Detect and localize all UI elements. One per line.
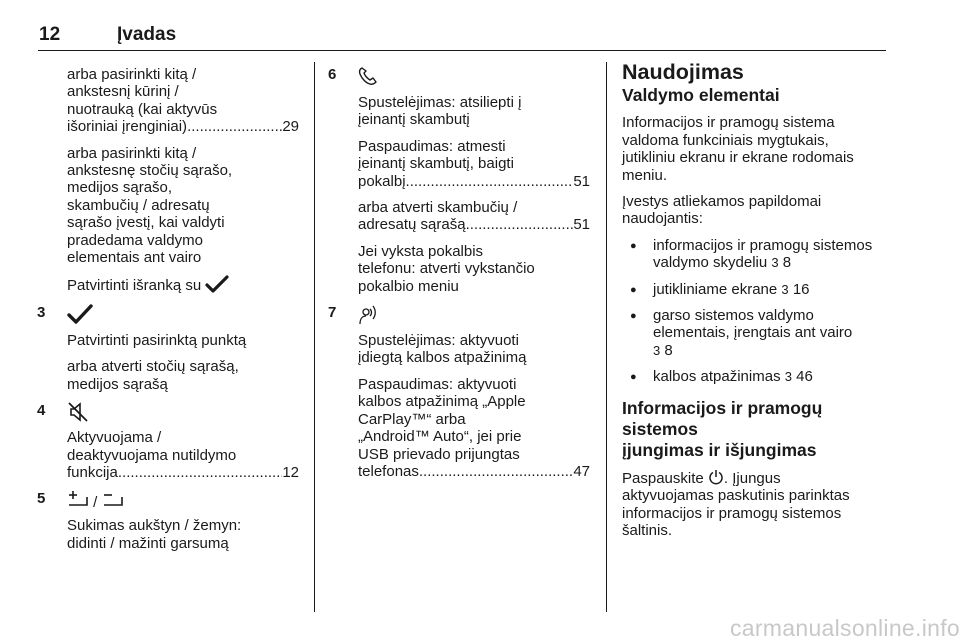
page-number: 12 [39, 24, 61, 45]
column-1 [37, 66, 299, 561]
section-heading: Naudojimas [622, 60, 744, 84]
page-ref[interactable]: 46 [796, 368, 813, 386]
page-ref[interactable]: 16 [792, 280, 810, 298]
checkmark-icon [67, 304, 93, 324]
voice-recognition-icon [358, 304, 378, 326]
paragraph: Patvirtinti išranką su [37, 275, 299, 294]
subsection-heading: Valdymo elementai [622, 85, 780, 106]
volume-down-icon [102, 489, 124, 507]
item-number: 5 [37, 490, 46, 508]
column-3 [622, 60, 890, 548]
item-number: 7 [328, 304, 337, 322]
column-2 [328, 66, 590, 489]
list-item: ● kalbos atpažinimas 3 46 [622, 368, 890, 385]
item-4: 4 Aktyvuojama / deaktyvuojama nutildymo funkcija ..... 12 [37, 402, 299, 481]
list-item: ● informacijos ir pramogų sistemos valdymo skydeliu 3 8 [622, 237, 890, 272]
paragraph: arba pasirinkti kitą / ankstesnį kūrinį / nuotrauką (kai aktyvūs išoriniai įrenginiai) ..... 29 [37, 66, 299, 136]
section-title: Įvadas [117, 24, 177, 45]
mute-icon [67, 402, 89, 422]
page-ref[interactable]: 51 [573, 216, 590, 234]
page-ref[interactable]: 29 [282, 118, 299, 136]
page-ref[interactable]: 47 [573, 462, 590, 480]
page-ref[interactable]: 51 [573, 172, 590, 190]
column-divider-2 [606, 62, 607, 612]
subsection-heading: Informacijos ir pramogų sistemos įjungimas ir išjungimas [622, 397, 823, 460]
volume-up-icon [67, 489, 89, 507]
page-ref[interactable]: 8 [664, 341, 673, 359]
header-rule [38, 50, 886, 51]
item-number: 6 [328, 66, 337, 83]
paragraph: Įvestys atliekamos papildomai naudojantis: [622, 193, 822, 228]
item-3: 3 Patvirtinti pasirinktą punktą arba atverti stočių sąrašą, medijos sąrašą [37, 303, 247, 393]
power-icon [708, 469, 724, 485]
page-ref[interactable]: 8 [782, 254, 792, 272]
list-item: ● jutikliniame ekrane 3 16 [622, 281, 890, 298]
phone-icon [358, 66, 378, 86]
column-divider-1 [314, 62, 315, 612]
item-6: 6 Spustelėjimas: atsiliepti į įeinantį skambutį Paspaudimas: atmesti įeinantį skambutį, baigti pokalbį ..... 51 arba atverti skambučių / adresatų sąrašą ..... 51 Jei vyksta pokalbis telefonu: atverti vykstančio pokalbio meniu [328, 66, 590, 295]
item-7: 7 Spustelėjimas: aktyvuoti įdiegtą kalbos atpažinimą Paspaudimas: aktyvuoti kalbos atpažinimą „Apple CarPlay™“ arba „Android™ Auto“, jei prie USB prievado prijungtas telefonas ..... 47 [328, 304, 590, 480]
paragraph: Informacijos ir pramogų sistema valdoma funkciniais mygtukais, jutikliniu ekranu ir ekrane rodomais meniu. [622, 114, 854, 184]
checkmark-icon [205, 275, 229, 293]
page-ref[interactable]: 12 [282, 463, 299, 481]
page-ref-arrow-icon: 3 [771, 255, 779, 271]
watermark: carmanualsonline.info [729, 615, 960, 641]
item-5: 5 / Sukimas aukštyn / žemyn: didinti / mažinti garsumą [37, 490, 242, 552]
page-ref-arrow-icon: 3 [781, 281, 789, 297]
paragraph: Paspauskite . Įjungus aktyvuojamas paskutinis parinktas informacijos ir pramogų sistemos šaltinis. [622, 469, 850, 539]
list-item: ● garso sistemos valdymo elementais, įrengtais ant vairo 3 8 [622, 307, 890, 359]
page-ref-arrow-icon: 3 [653, 342, 661, 358]
item-number: 3 [37, 303, 46, 321]
item-number: 4 [37, 402, 46, 420]
paragraph: arba pasirinkti kitą / ankstesnę stočių sąrašo, medijos sąrašo, skambučių / adresatų sąrašo įvestį, kai valdyti pradedama valdymo elementais ant vairo [67, 144, 233, 267]
page-ref-arrow-icon: 3 [784, 369, 792, 385]
